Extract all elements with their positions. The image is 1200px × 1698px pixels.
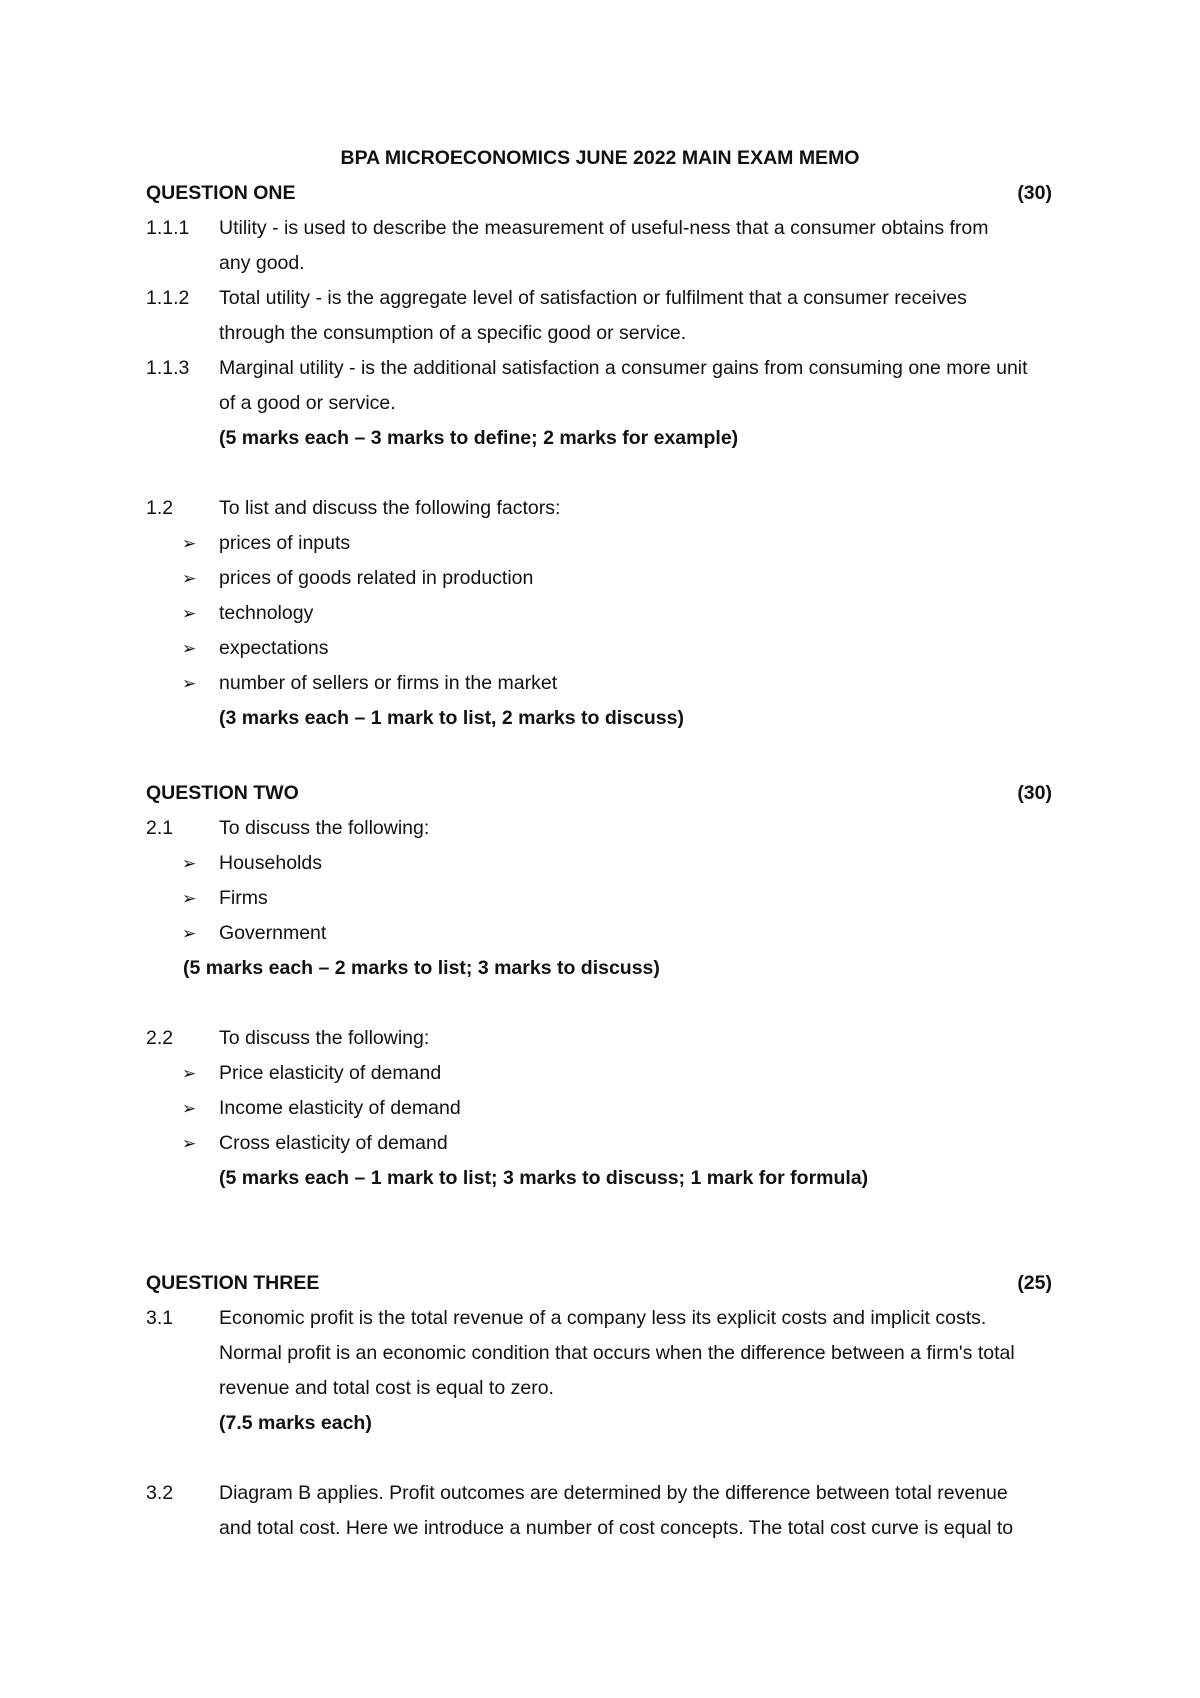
arrow-bullet-icon: ➢ — [182, 1099, 197, 1118]
item-text: Diagram B applies. Profit outcomes are determined by the difference between total revenue — [219, 1482, 1008, 1504]
item-text: Utility - is used to describe the measurement of useful-ness that a consumer obtains from — [219, 217, 989, 239]
marks-note: (5 marks each – 3 marks to define; 2 marks for example) — [219, 427, 739, 449]
arrow-bullet-icon: ➢ — [182, 924, 197, 943]
item-text: Economic profit is the total revenue of a company less its explicit costs and implicit costs. — [219, 1307, 987, 1329]
item-text: Total utility - is the aggregate level of satisfaction or fulfilment that a consumer receives — [219, 287, 967, 309]
item-text: through the consumption of a specific good or service. — [219, 322, 687, 344]
item-text: To discuss the following: — [219, 1027, 430, 1049]
list-item: prices of goods related in production — [219, 567, 534, 589]
list-item: Income elasticity of demand — [219, 1097, 461, 1119]
item-text: To discuss the following: — [219, 817, 430, 839]
item-number: 1.1.2 — [146, 287, 190, 309]
item-text: of a good or service. — [219, 392, 396, 414]
item-text: and total cost. Here we introduce a number of cost concepts. The total cost curve is equal to — [219, 1517, 1014, 1539]
item-number: 1.1.1 — [146, 217, 190, 239]
question-two-heading: QUESTION TWO — [146, 782, 299, 804]
arrow-bullet-icon: ➢ — [182, 674, 197, 693]
arrow-bullet-icon: ➢ — [182, 1064, 197, 1083]
item-text: revenue and total cost is equal to zero. — [219, 1377, 554, 1399]
item-number: 2.2 — [146, 1027, 174, 1049]
arrow-bullet-icon: ➢ — [182, 604, 197, 623]
marks-note: (5 marks each – 2 marks to list; 3 marks to discuss) — [183, 957, 660, 979]
list-item: Government — [219, 922, 327, 944]
item-number: 1.1.3 — [146, 357, 190, 379]
arrow-bullet-icon: ➢ — [182, 534, 197, 553]
marks-note: (5 marks each – 1 mark to list; 3 marks to discuss; 1 mark for formula) — [219, 1167, 869, 1189]
list-item: Price elasticity of demand — [219, 1062, 442, 1084]
arrow-bullet-icon: ➢ — [182, 1134, 197, 1153]
list-item: technology — [219, 602, 314, 624]
item-number: 3.1 — [146, 1307, 174, 1329]
item-number: 1.2 — [146, 497, 174, 519]
document-title: BPA MICROECONOMICS JUNE 2022 MAIN EXAM MEMO — [340, 147, 860, 169]
marks-note: (3 marks each – 1 mark to list, 2 marks to discuss) — [219, 707, 684, 729]
question-one-heading: QUESTION ONE — [146, 182, 296, 204]
item-number: 2.1 — [146, 817, 174, 839]
question-two-marks: (30) — [1017, 782, 1052, 804]
list-item: Households — [219, 852, 322, 874]
arrow-bullet-icon: ➢ — [182, 569, 197, 588]
marks-note: (7.5 marks each) — [219, 1412, 372, 1434]
list-item: Cross elasticity of demand — [219, 1132, 448, 1154]
list-item: Firms — [219, 887, 268, 909]
item-number: 3.2 — [146, 1482, 174, 1504]
list-item: prices of inputs — [219, 532, 351, 554]
list-item: expectations — [219, 637, 329, 659]
question-three-heading: QUESTION THREE — [146, 1272, 320, 1294]
arrow-bullet-icon: ➢ — [182, 639, 197, 658]
item-text: To list and discuss the following factors: — [219, 497, 561, 519]
list-item: number of sellers or firms in the market — [219, 672, 558, 694]
question-one-marks: (30) — [1017, 182, 1052, 204]
item-text: any good. — [219, 252, 305, 274]
arrow-bullet-icon: ➢ — [182, 854, 197, 873]
item-text: Marginal utility - is the additional satisfaction a consumer gains from consuming one more unit — [219, 357, 1028, 379]
arrow-bullet-icon: ➢ — [182, 889, 197, 908]
item-text: Normal profit is an economic condition that occurs when the difference between a firm's total — [219, 1342, 1015, 1364]
question-three-marks: (25) — [1017, 1272, 1052, 1294]
